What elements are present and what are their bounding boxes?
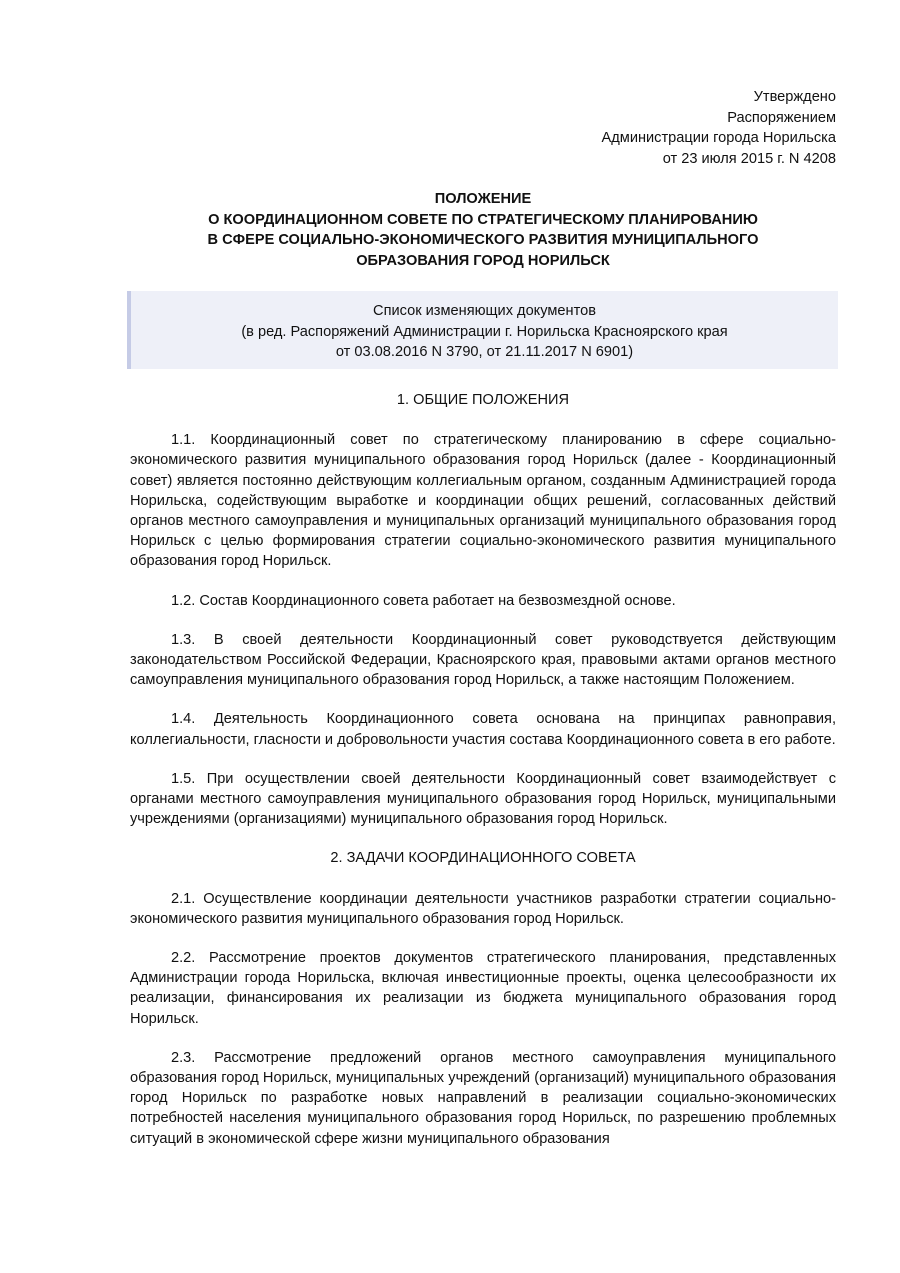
paragraph: 1.3. В своей деятельности Координационный совет руководствуется действующим законодательством Российской Федерации, Красноярского края, правовыми актами органов местного самоуправления муниципального образования город Норильск, а также настоящим Положением. [130, 631, 836, 689]
paragraph: 1.1. Координационный совет по стратегическому планированию в сфере социально-экономического развития муниципального образования город Норильск (далее - Координационный совет) является постоянно действующим коллегиальным органом, созданным Администрацией города Норильска, содействующим выработке и координации общих решений, согласованных действий органов местного самоуправления и муниципальных организаций муниципального образования город Норильск с целью формирования стратегии социально-экономического развития муниципального образования город Норильск. [130, 432, 836, 570]
paragraph: 2.1. Осуществление координации деятельности участников разработки стратегии социально-экономического развития муниципального образования город Норильск. [130, 890, 836, 927]
title-line: О КООРДИНАЦИОННОМ СОВЕТЕ ПО СТРАТЕГИЧЕСКОМУ ПЛАНИРОВАНИЮ [208, 211, 758, 228]
approval-line: от 23 июля 2015 г. N 4208 [662, 150, 836, 167]
paragraph: 1.4. Деятельность Координационного совета основана на принципах равноправия, коллегиальности, гласности и добровольности участия состава Координационного совета в его работе. [130, 711, 836, 748]
approval-line: Распоряжением [727, 109, 836, 126]
paragraph: 2.2. Рассмотрение проектов документов стратегического планирования, представленных Администрации города Норильска, включая инвестиционные проекты, оценка целесообразности их реализации, финансирования их реализации из бюджета муниципального образования город Норильск. [130, 950, 836, 1027]
title-line: ОБРАЗОВАНИЯ ГОРОД НОРИЛЬСК [356, 252, 610, 269]
document-title [130, 189, 836, 271]
approval-line: Утверждено [753, 89, 836, 105]
approval-line: Администрации города Норильска [601, 130, 836, 146]
title-line: ПОЛОЖЕНИЕ [434, 191, 532, 207]
title-line: В СФЕРЕ СОЦИАЛЬНО-ЭКОНОМИЧЕСКОГО РАЗВИТИЯ МУНИЦИПАЛЬНОГО [207, 232, 759, 248]
approval-block [602, 87, 836, 169]
document-body [130, 390, 836, 1168]
amendments-line: Список изменяющих документов [373, 303, 596, 319]
amendments-line: (в ред. Распоряжений Администрации г. Норильска Красноярского края [241, 323, 728, 340]
paragraph: 1.5. При осуществлении своей деятельности Координационный совет взаимодействует с органами местного самоуправления муниципального образования город Норильск, муниципальными учреждениями (организациями) муниципального образования город Норильск. [130, 770, 836, 828]
amendments-box [127, 291, 838, 369]
section-heading: 1. ОБЩИЕ ПОЛОЖЕНИЯ [396, 392, 570, 408]
paragraph: 2.3. Рассмотрение предложений органов местного самоуправления муниципального образования город Норильск, муниципальных учреждений (организаций) муниципального образования город Норильск по разработке новых направлений в реализации социально-экономических потребностей населения муниципального образования город Норильск, по разрешению проблемных ситуаций в экономической сфере жизни муниципального образования [130, 1049, 836, 1147]
section-heading: 2. ЗАДАЧИ КООРДИНАЦИОННОГО СОВЕТА [330, 850, 636, 867]
paragraph: 1.2. Состав Координационного совета работает на безвозмездной основе. [171, 592, 676, 609]
amendments-line: от 03.08.2016 N 3790, от 21.11.2017 N 6901) [335, 344, 634, 360]
